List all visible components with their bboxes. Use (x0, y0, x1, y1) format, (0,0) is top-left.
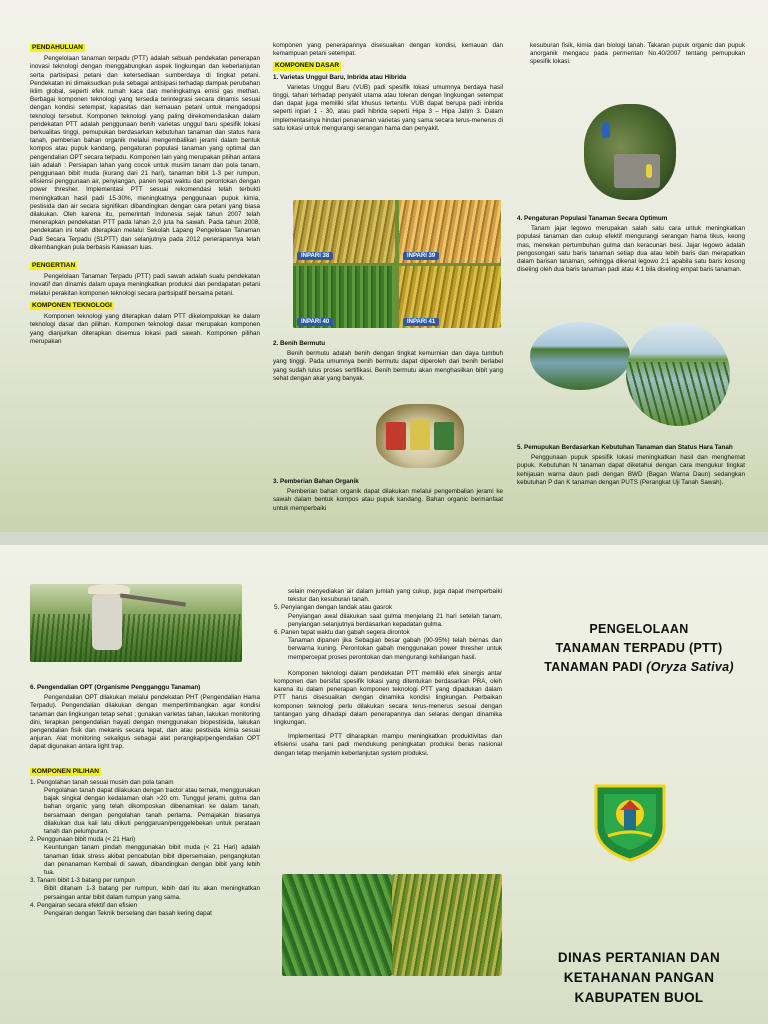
variety-tag: INPARI 38 (297, 252, 333, 260)
seed-bag (434, 422, 454, 450)
item-4-title: 4. Pengaturan Populasi Tanaman Secara Optimum (517, 215, 668, 222)
column-2-lower (273, 336, 503, 385)
column-3-bottom (517, 440, 745, 489)
heading-komponen-dasar: KOMPONEN DASAR (275, 62, 340, 70)
item-5-title: 5. Pemupukan Berdasarkan Kebutuhan Tanaman dan Status Hara Tanah (517, 444, 733, 451)
seed-bags-photo (376, 404, 464, 468)
item-6-title: 6. Pengendalian OPT (Organisme Pengganggu Tanaman) (30, 684, 201, 691)
seed-bag (386, 422, 406, 450)
title-line-3b: (Oryza Sativa) (646, 660, 734, 674)
item-5-text: Penggunaan pupuk spesifik lokasi meningkatkan hasil dan menghemat pupuk. Kebutuhan N tanaman dapat diketahui dengan cara mengukur tingkat kehijauan warna daun padi dengan BWD (Bagan Warna Daun) sedangkan kebutuhan P dan K tanaman dengan PUTS (Perangkat Uji Tanah Sawah). (517, 454, 745, 486)
person-figure (646, 164, 652, 178)
komponen-cont-text: komponen yang penerapannya disesuaikan dengan kondisi, kemauan dan kemampuan petani setempat. (273, 42, 503, 58)
pengertian-text: Pengelolaan Tanaman Terpadu (PTT) padi sawah adalah suatu pendekatan inovatif dan dinamis dalam upaya meningkatkan produksi dan pendapatan petani melalui perakitan komponen teknologi secara partisipatif bersama petani. (30, 273, 260, 297)
pilihan-item-1-title: 1. Pengolahan tanah sesuai musim dan pola tanam (30, 778, 174, 786)
rice-field-photo-2 (392, 874, 502, 976)
pilihan-item-5-title: 5. Penyiangan dengan landak atau gasrok (274, 604, 392, 612)
title-line-2: TANAMAN TERPADU (PTT) (555, 641, 723, 655)
pilihan-item-6-title: 6. Panen tepat waktu dan gabah segera dirontok (274, 629, 410, 637)
pilihan-item-3-title: 3. Tanam bibit 1-3 batang per rumpun (30, 877, 135, 885)
pilihan-item-1-text: Pengolahan tanah dapat dilakukan dengan tractor atau ternak, menggunakan bajak singkal dengan kedalaman olah >20 cm. Tunggul jerami, gulma dan bahan organic yang telah dikomposkan dibenamkan ke dalam tanah, bersamaan dengan pengolahan tanah pertama. Pemajakan biasanya dilakukan dua kali lalu diikuti penggaruan/penggelebekan untuk perataan tanah dan pelumpuran. (44, 787, 261, 836)
pilihan-item-4-title: 4. Pengairan secara efektif dan efisien (30, 901, 138, 909)
komponen-teknologi-text: Komponen teknologi yang diterapkan dalam PTT dikelompokkan ke dalam teknologi dasar dan pilihan. Komponen teknologi dasar merupakan komponen yang dianjurkan diterapkan disemua lokasi padi sawah. Komponen pilihan merupakan (30, 313, 260, 345)
pilihan-item-6-text: Tanaman dipanen jika Sebagian besar gabah (90-95%) telah bernas dan berwarna kuning. Perontokan gabah menggunakan power thresher untuk mempercepat proses perontokan dan mengurangi kehilangan hasil. (288, 637, 502, 661)
item-3-cont-text: kesuburan fisik, kimia dan biologi tanah. Takaran pupuk organic dan pupuk anorganik mengacu pada permentan No.40/2007 tentang pemupukan spesifik lokasi. (530, 42, 745, 66)
farmer-figure (92, 594, 122, 650)
brochure-title (520, 620, 758, 677)
p2-column-2 (274, 588, 502, 760)
heading-pendahuluan: PENDAHULUAN (32, 44, 83, 51)
farmer-spraying-photo (30, 584, 242, 662)
brochure-page-inside (0, 545, 768, 1024)
item-6-text: Pengendalian OPT dilakukan melalui pendekatan PHT (Pengendalian Hama Terpadu). Pengendalian dilakukan dengan mempertimbangkan agar kondisi tanaman dan lingkungan tetap sehat ; gunakan varietas tahan, lakukan monitoring dini, terapkan pengendalian hayati dengan menggunakan biopestisida, lakukan pengendalian fisik dan mekanis secara tepat, dan atau pestisida kimia sesuai anjuran. Alat monitoring sekaligus sebagai alat perangkap/pengendalian OPT dapat digunakan antara light trap. (30, 694, 260, 751)
sprayer-wand (120, 593, 186, 606)
column-3 (530, 42, 745, 69)
conclusion-text-2: Implementasi PTT diharapkan mampu meningkatkan produktivitas dan efisiensi usaha tani padi mendukung peningkatan produksi beras nasional dengan tetap menjamin keberlanjutan system produksi. (274, 733, 502, 757)
pendahuluan-text: Pengelolaan tanaman terpadu (PTT) adalah sebuah pendekatan penerapan inovasi teknologi dengan menggabungkan aspek lingkungan dan keberlanjutan serta partisipasi petani dan ketersediaan sumberdaya di tingkat petani. Pendekatan ini dimaksudkan pula sebagai antisipasi terhadap dampak perubahan iklim global, seperti efek rumah kaca dan meningkatnya emisi gas methan. Berbagai komponen teknologi yang tersedia terintegrasi secara dinamis sesuai dengan kondisi setempat, kapasitas dan kemauan petani untuk mengadopsi teknologi tersebut. Komponen teknologi yang paling direkomendasikan dalam pendekatan PTT adalah penggunaan benih varietas unggul baru spesifik lokasi berkualitas tinggi, pemupukan berdasarkan kebutuhan tanaman dan status hara tanah, pemberian bahan organik melalui mengembalikan jerami dalam bentuk kompos atau pupuk kandang, pengaturan populasi tanaman yang optimal dan pengendalian OPT secara terpadu. Komponen lain yang merupakan pilihan antara lain adalah : Persiapan lahan yang cocok untuk musim tanam dan pola tanam, penggunaan bibit muda (kurang dari 21 hari), tanaman bibit 1-3 per rumpun, efisiensi penggunaan air, penyiangan, panen tepat waktu dan perontokan dengan power thresher. Implementasi PTT sesuai rekomendasi telah terbukti meningkatkan hasil padi 15-30%, meningkatnya penggunaan pupuk kimia, pestisida dan air secara signifikan dibandingkan dengan cara petani yang biasa dilakukan. Oleh karena itu, pemerintah Indonesia sejak tahun 2007 telah menerapkan pendekatan PTT pada lahan 2,0 juta ha sawah. Pada tahun 2008, pendekatan ini telah diterapkan melalui Sekolah Lapang Pengelolaan Tanaman Padi Secara Terpadu (SLPTT) dan selanjutnya pada 2012 penerapannya telah dikembangkan pula berbasis Kawasan luas. (30, 55, 260, 251)
heading-pengertian: PENGERTIAN (32, 262, 76, 270)
rice-field-photo-1 (282, 874, 392, 976)
item-2-text: Benih bermutu adalah benih dengan tingkat kemurnian dan daya tumbuh yang tinggi. Pada umumnya benih bermutu dapat diperoleh dari benih berlabel yang sudah lulus proses sertifikasi. Benih bermutu akan menghasilkan bibit yang sehat dengan akar yang banyak. (273, 350, 503, 382)
variety-tag: INPARI 40 (297, 318, 333, 326)
heading-komponen-teknologi: KOMPONEN TEKNOLOGI (32, 301, 112, 309)
footer-line-1: DINAS PERTANIAN DAN (557, 950, 721, 965)
person-figure (602, 122, 610, 138)
page-divider (0, 532, 768, 545)
pilihan-item-2-text: Keuntungan tanam pindah menggunakan bibit muda (< 21 Hari) adalah tanaman tidak stress akibat pencabutan bibit dipersemaian, pengangkutan dan penanaman Kembali di sawah, dibandingkan dengan bibit yang lebih tua. (44, 844, 260, 877)
column-2 (273, 42, 503, 135)
seed-bag (410, 420, 430, 450)
title-line-1: PENGELOLAAN (589, 622, 689, 636)
heading-komponen-pilihan: KOMPONEN PILIHAN (32, 767, 100, 775)
title-line-3 (520, 658, 758, 677)
item-2-title: 2. Benih Bermutu (273, 340, 326, 347)
compost-photo (584, 104, 676, 200)
variety-tag: INPARI 41 (403, 318, 439, 326)
pilihan-item-4-text: Pengairan dengan Teknik berselang dan basah kering dapat (44, 910, 212, 918)
legowo-photo-2 (626, 322, 730, 426)
conclusion-text-1: Komponen teknologi dalam pendekatan PTT memiliki efek sinergis antar komponen dan bersifat spesifik lokasi yang ditentukan berdasarkan PRA, oleh karena itu dalam penerapan komponen teknologi PTT yang dipadukan dalam PTT harus disesuaikan dengan dinamika kondisi lingkungan. Perbaikan komponen teknologi perlu dilakukan secara terus-menerus sesuai dengan tantangan yang dihadapi dalam penerapannya dan selaras dengan dinamika lingkungan. (274, 669, 502, 727)
pilihan-item-5-text: Penyiangan awal dilakukan saat gulma menjelang 21 hari setelah tanam, penyiangan selanjutnya berdasarkan kepadatan gulma. (288, 612, 502, 628)
brochure-footer (520, 948, 758, 1008)
item-4-text: Tanam jajar legowo merupakan salah satu cara untuk meningkatkan populasi tanaman dan cukup efektif mengurangi serangan hama tikus, keong mas, menekan pertumbuhan gulma dan keracunan besi. Jajar legowo adalah pengosongan satu baris tanaman setiap dua atau lebih baris dan merapatkan dalam barisan tanaman, sehingga dikenal legowo 2:1 apabila satu baris kosong diseling oleh dua baris tanaman padi atau 4:1 bila diseling empat baris tanaman. (517, 225, 745, 274)
varietas-photo-collage (293, 200, 501, 328)
variety-tag: INPARI 39 (403, 252, 439, 260)
column-1 (30, 42, 260, 348)
pilihan-item-2-title: 2. Penggunaan bibit muda (< 21 Hari) (30, 836, 136, 844)
compost-bin (614, 154, 660, 188)
kabupaten-buol-logo-icon (590, 780, 670, 864)
rice-rows (626, 362, 730, 426)
legowo-photo-1 (530, 322, 630, 390)
column-3-middle (517, 211, 745, 276)
column-2-bottom (273, 474, 503, 515)
farmer-hat (88, 584, 130, 594)
footer-line-2: KETAHANAN PANGAN (563, 970, 715, 985)
footer-line-3: KABUPATEN BUOL (574, 990, 704, 1005)
rice-plants (30, 614, 242, 662)
item-1-text: Varietas Unggul Baru (VUB) padi spesifik lokasi umumnya berdaya hasil tinggi, tahan terhadap penyakit utama atau toleran dengan lingkungan setempat dan dapat juga memiliki sifat khusus tertentu. VUB dapat berupa padi inbrida seperti inpari 1 - 30, atau padi hibrida seperti Hipa 3 – Hipa Jatim 3. Dalam implementasinya hindari penanaman varietas yang sama secara terus-menerus di satu lokasi untuk mengurangi serangan hama dan penyakit. (273, 83, 503, 132)
item-3-title: 3. Pemberian Bahan Organik (273, 478, 359, 485)
item-3-text: Pemberian bahan organik dapat dilakukan melalui pengembalian jerami ke sawah dalam bentuk kompos atau pupuk kandang. Bahan organic bermanfaat untuk memperbaiki (273, 488, 503, 512)
item-1-title: 1. Varietas Unggul Baru, Inbrida atau Hibrida (273, 73, 407, 81)
pilihan-item-3-text: Bibit ditanam 1-3 batang per rumpun, lebih dari itu akan meningkatkan persaingan antar bibit dalam rumpun yang sama. (44, 885, 260, 901)
title-line-3a: TANAMAN PADI (544, 660, 647, 674)
pilihan-item-4-cont: selain menyediakan air dalam jumlah yang cukup, juga dapat memperbaiki tekstur dan kesuburan tanah. (288, 588, 502, 604)
p2-column-1 (30, 680, 260, 918)
